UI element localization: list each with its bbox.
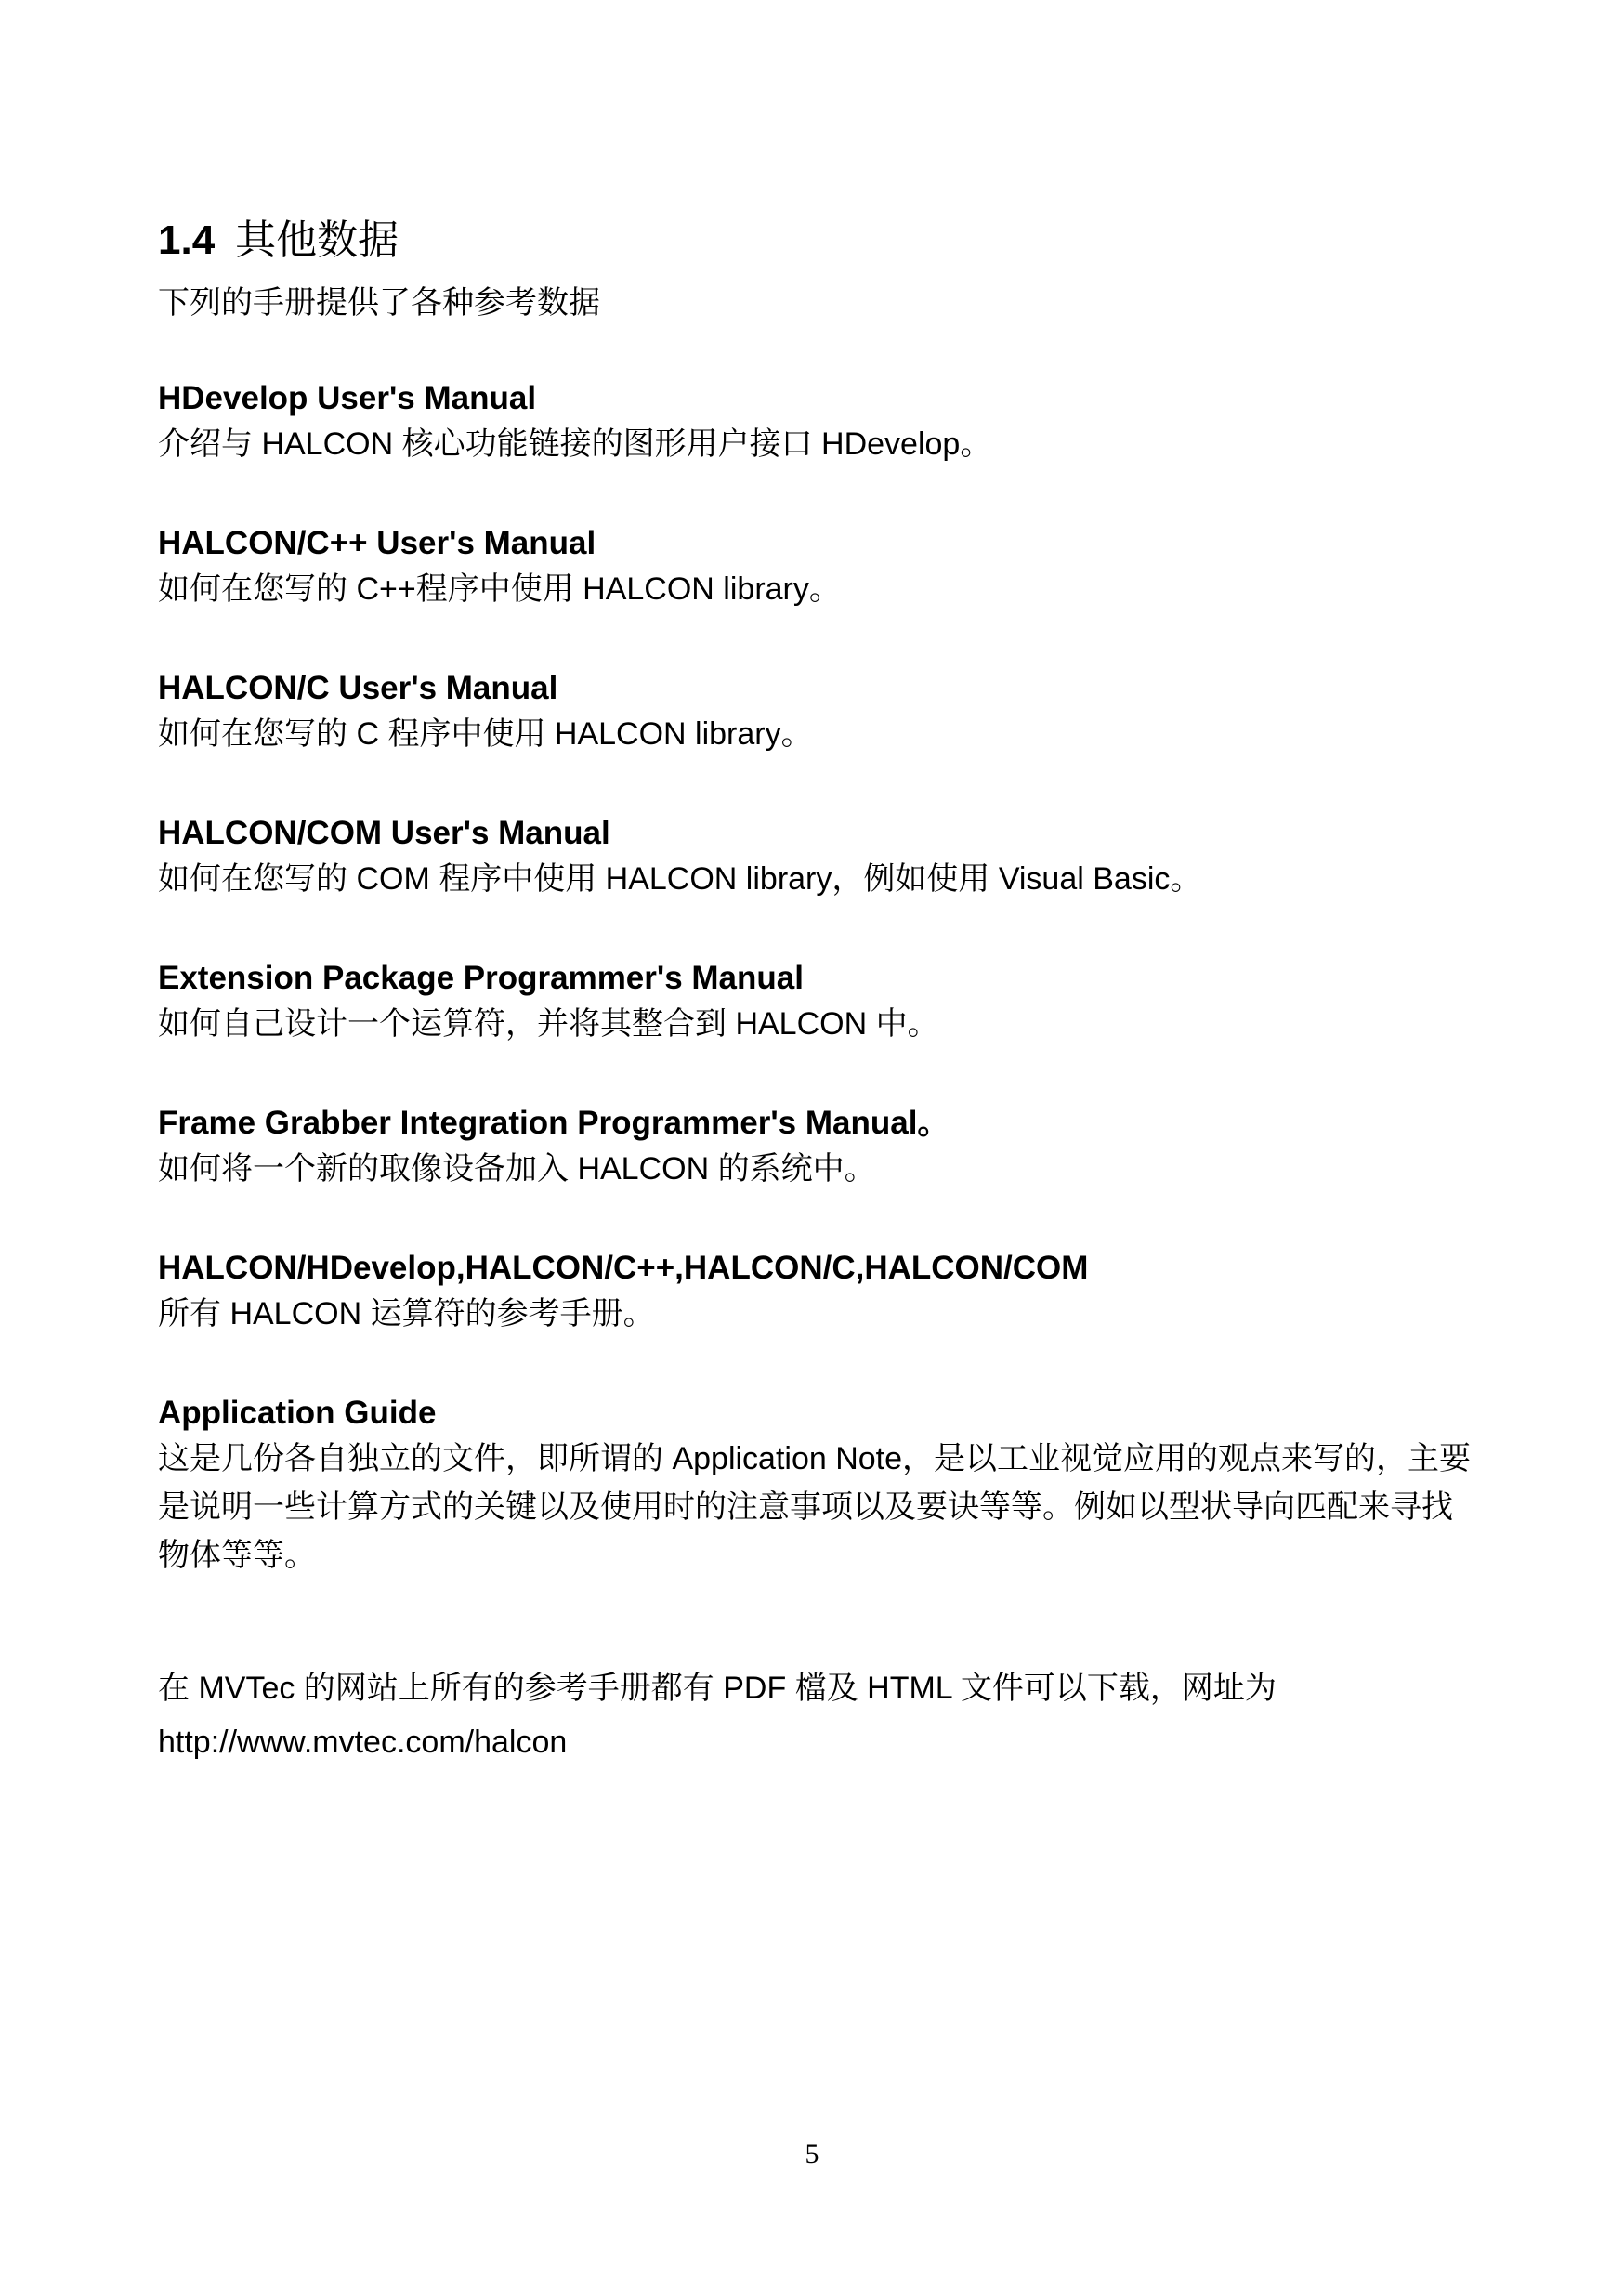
manual-entry-extension-package: [158, 957, 1477, 1048]
manual-entry-application-guide: [158, 1392, 1477, 1580]
manual-title: HALCON/C++ User's Manual: [158, 525, 596, 561]
manual-description: 如何自己设计一个运算符，并将其整合到 HALCON 中。: [158, 1006, 939, 1042]
manual-description: 介绍与 HALCON 核心功能链接的图形用户接口 HDevelop。: [158, 426, 992, 462]
manual-title: HALCON/COM User's Manual: [158, 815, 610, 851]
manual-title: Frame Grabber Integration Programmer's Manual。: [158, 1105, 950, 1141]
manual-entry-halcon-c: [158, 667, 1477, 758]
section-number: 1.4: [158, 217, 216, 263]
manual-description: 这是几份各自独立的文件，即所谓的 Application Note，是以工业视觉应用的观点来写的，主要是说明一些计算方式的关键以及使用时的注意事项以及要诀等等。例如以型状导向匹配来寻找物体等等。: [158, 1441, 1472, 1573]
section-title: 其他数据: [235, 216, 399, 264]
download-note-text: 在 MVTec 的网站上所有的参考手册都有 PDF 檔及 HTML 文件可以下载，网址为: [158, 1671, 1277, 1706]
manual-description: 如何将一个新的取像设备加入 HALCON 的系统中。: [158, 1151, 876, 1187]
manual-entry-frame-grabber: [158, 1102, 1477, 1193]
manual-entry-hdevelop: [158, 377, 1477, 468]
manual-list: [158, 377, 1477, 1580]
manual-entry-halcon-cpp: [158, 522, 1477, 613]
manual-entry-reference: [158, 1247, 1477, 1338]
manual-title: Extension Package Programmer's Manual: [158, 960, 804, 996]
manual-description: 如何在您写的 C 程序中使用 HALCON library。: [158, 716, 813, 752]
page-content: [158, 206, 1477, 1769]
download-url: http://www.mvtec.com/halcon: [158, 1725, 568, 1760]
manual-description: 如何在您写的 C++程序中使用 HALCON library。: [158, 571, 841, 607]
download-note: [158, 1661, 1477, 1769]
manual-entry-halcon-com: [158, 812, 1477, 903]
manual-title: HALCON/C User's Manual: [158, 670, 558, 706]
page-number: 5: [805, 2139, 819, 2170]
manual-title: HALCON/HDevelop,HALCON/C++,HALCON/C,HALCON/COM: [158, 1250, 1089, 1286]
manual-title: Application Guide: [158, 1395, 437, 1431]
section-heading: [158, 206, 1477, 275]
manual-description: 如何在您写的 COM 程序中使用 HALCON library，例如使用 Visual Basic。: [158, 861, 1202, 897]
manual-description: 所有 HALCON 运算符的参考手册。: [158, 1296, 655, 1331]
section-intro: 下列的手册提供了各种参考数据: [158, 284, 600, 321]
manual-title: HDevelop User's Manual: [158, 380, 537, 416]
